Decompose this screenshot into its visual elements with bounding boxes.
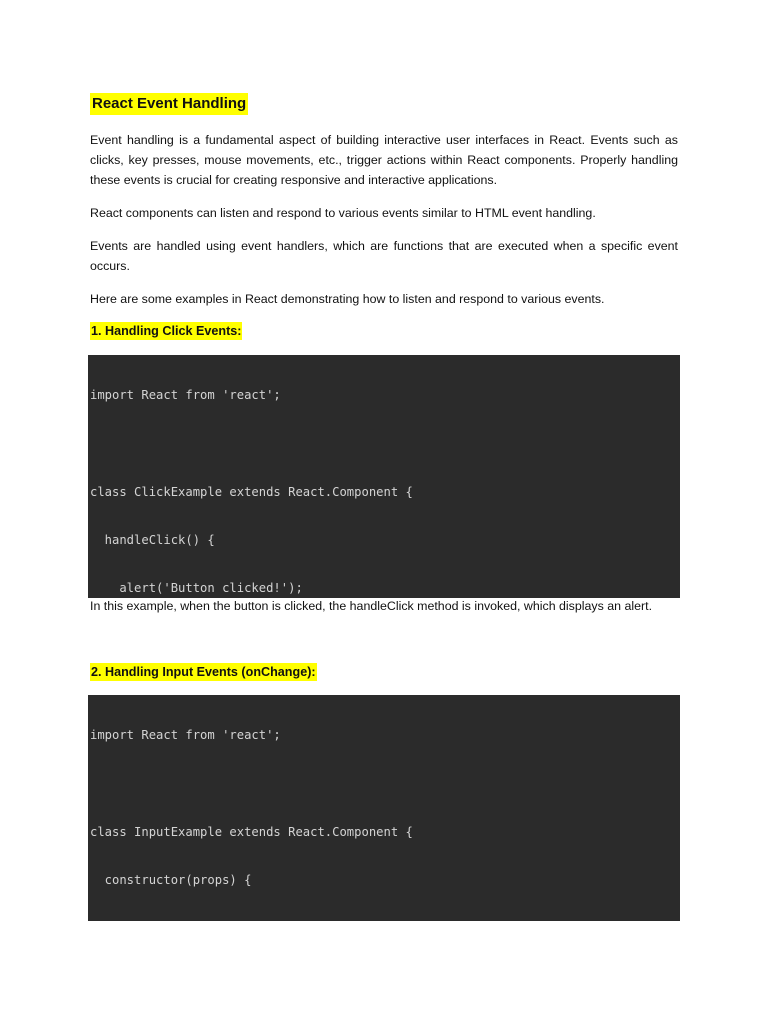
paragraph-examples: Here are some examples in React demonstrating how to listen and respond to various events. bbox=[90, 292, 605, 306]
code-line: handleClick() { bbox=[90, 533, 215, 548]
code-line: alert('Button clicked!'); bbox=[90, 581, 303, 596]
code-line: import React from 'react'; bbox=[90, 388, 281, 403]
caption-click: In this example, when the button is clicked, the handleClick method is invoked, which displays an alert. bbox=[90, 599, 653, 613]
page-title: React Event Handling bbox=[90, 93, 248, 115]
code-line: class InputExample extends React.Component { bbox=[90, 824, 413, 839]
code-block-input bbox=[88, 695, 680, 921]
section-heading-click: 1. Handling Click Events: bbox=[91, 324, 242, 338]
paragraph-listen: React components can listen and respond to various events similar to HTML event handling. bbox=[90, 206, 596, 220]
paragraph-handlers: Events are handled using event handlers, which are functions that are executed when a specific event occurs. bbox=[90, 239, 678, 273]
code-line: constructor(props) { bbox=[90, 873, 252, 888]
code-block-click bbox=[88, 355, 680, 598]
code-line bbox=[90, 435, 678, 451]
code-line bbox=[90, 775, 678, 791]
section-heading-input: 2. Handling Input Events (onChange): bbox=[91, 665, 316, 679]
paragraph-intro: Event handling is a fundamental aspect of building interactive user interfaces in React. Events such as clicks, key presses, mouse movements, etc., trigger actions within React components. Properly handling these events is crucial for creating responsive and interactive applications. bbox=[90, 133, 678, 187]
code-line bbox=[90, 920, 678, 921]
code-line: class ClickExample extends React.Component { bbox=[90, 484, 413, 499]
code-line: import React from 'react'; bbox=[90, 728, 281, 743]
